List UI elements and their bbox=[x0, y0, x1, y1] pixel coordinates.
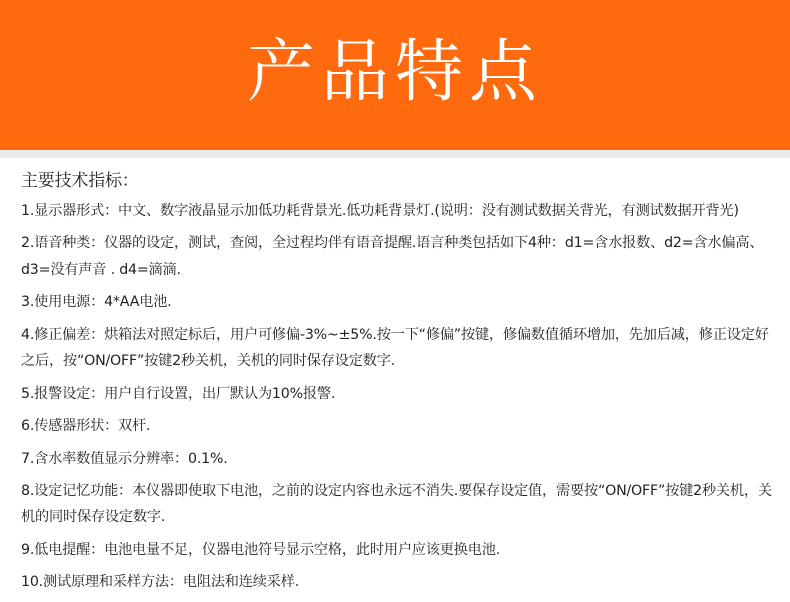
spec-item-low-battery: 9.低电提醒：电池电量不足，仪器电池符号显示空格，此时用户应该更换电池. bbox=[21, 541, 501, 558]
spec-item-voice: 2.语音种类：仪器的设定，测试，查阅，全过程均伴有语音提醒.语言种类包括如下4种：d1=含水报数、d2=含水偏高、d3=没有声音 . d4=滴滴. bbox=[21, 235, 764, 278]
spec-item-sensor: 6.传感器形状：双杆. bbox=[21, 418, 151, 435]
spec-item-resolution: 7.含水率数值显示分辨率：0.1%. bbox=[21, 450, 228, 467]
spec-item-power: 3.使用电源：4*AA电池. bbox=[21, 294, 172, 311]
spec-item-memory: 8.设定记忆功能：本仪器即使取下电池，之前的设定内容也永远不消失.要保存设定值，需要按“ON/OFF”按键2秒关机，关机的同时保存设定数字. bbox=[21, 482, 772, 526]
divider bbox=[0, 150, 790, 158]
spec-item-alarm: 5.报警设定：用户自行设置，出厂默认为10%报警. bbox=[21, 385, 336, 402]
header-banner bbox=[0, 0, 790, 150]
spec-item-display: 1.显示器形式：中文、数字液晶显示加低功耗背景光.低功耗背景灯.(说明：没有测试数据关背光，有测试数据开背光) bbox=[21, 203, 739, 219]
spec-item-correction: 4.修正偏差：烘箱法对照定标后，用户可修偏-3%~±5%.按一下“修偏”按键，修偏数值循环增加，先加后减，修正设定好之后，按“ON/OFF”按键2秒关机，关机的同时保存设定数字. bbox=[21, 326, 769, 370]
page-title: 产品特点 bbox=[246, 33, 543, 112]
specs-section bbox=[21, 168, 773, 602]
spec-item-principle: 10.测试原理和采样方法：电阻法和连续采样. bbox=[21, 574, 300, 591]
specs-heading: 主要技术指标： bbox=[21, 171, 139, 191]
